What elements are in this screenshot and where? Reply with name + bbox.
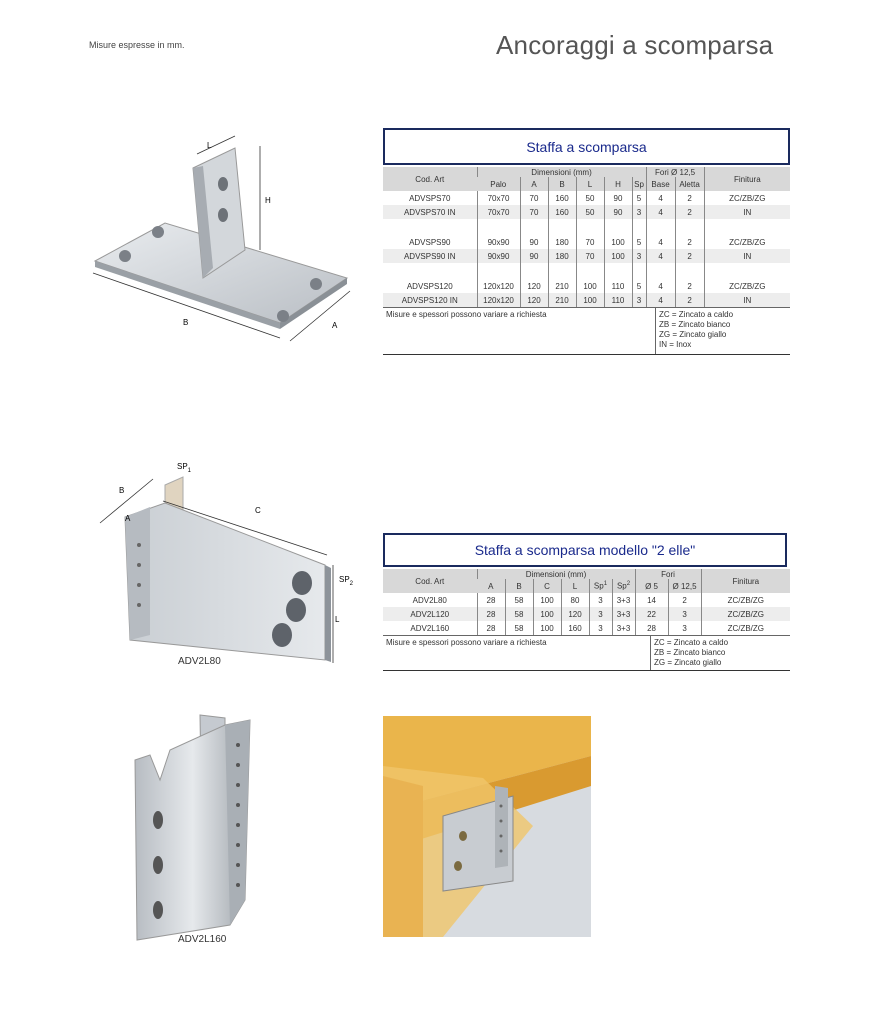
legend-line: ZC = Zincato a caldo xyxy=(654,638,729,647)
cell: 90 xyxy=(520,249,548,263)
cell: ADVSPS120 IN xyxy=(383,293,477,307)
table-2-note: Misure e spessori possono variare a richiesta xyxy=(386,638,547,647)
table-row xyxy=(383,607,790,621)
cell: ADV2L80 xyxy=(412,595,447,605)
dim-label-l: L xyxy=(207,141,212,150)
cell: 14 xyxy=(635,593,668,607)
col-header-dimensions: Dimensioni (mm) xyxy=(477,569,635,579)
cell: 5 xyxy=(632,235,646,249)
cell: 3+3 xyxy=(612,593,635,607)
cell: 90x90 xyxy=(477,249,520,263)
finish-legend-2 xyxy=(650,636,790,670)
cell: 90 xyxy=(520,235,548,249)
spec-table-2 xyxy=(383,533,790,671)
cell: ZC/ZB/ZG xyxy=(701,621,790,635)
dim-label-l: L xyxy=(335,615,340,624)
table-2-title: Staffa a scomparsa modello "2 elle" xyxy=(383,533,787,567)
cell: 28 xyxy=(477,607,505,621)
caption-adv2l160: ADV2L160 xyxy=(178,934,227,945)
cell: 4 xyxy=(646,293,675,307)
cell: 110 xyxy=(604,279,632,293)
cell: 120 xyxy=(561,607,589,621)
cell: 120 xyxy=(520,293,548,307)
cell: 28 xyxy=(477,593,505,607)
cell: 210 xyxy=(548,293,576,307)
cell: 2 xyxy=(675,235,704,249)
col-subheader: C xyxy=(533,579,561,593)
spec-table-1 xyxy=(383,128,790,355)
cell: ADV2L120 xyxy=(383,607,477,621)
bracket-photo-adv2l160 xyxy=(125,710,270,950)
cell: 100 xyxy=(576,279,604,293)
cell: 4 xyxy=(646,205,675,219)
bracket-diagram-2 xyxy=(95,455,365,685)
dim-label-a: A xyxy=(125,514,131,523)
dim-label-b: B xyxy=(119,486,125,495)
col-subheader: Aletta xyxy=(675,177,704,191)
cell: 100 xyxy=(604,235,632,249)
cell: IN xyxy=(704,293,790,307)
cell: 70 xyxy=(576,235,604,249)
cell: 3 xyxy=(589,607,612,621)
cell: 5 xyxy=(632,279,646,293)
cell: 70x70 xyxy=(477,205,520,219)
units-note: Misure espresse in mm. xyxy=(89,40,185,50)
cell: 160 xyxy=(548,191,576,205)
col-header-holes: Fori Ø 12,5 xyxy=(646,167,704,177)
cell: 2 xyxy=(675,279,704,293)
col-subheader: Sp xyxy=(632,177,646,191)
cell: 22 xyxy=(635,607,668,621)
cell: ADVSPS70 IN xyxy=(383,205,477,219)
cell: 3+3 xyxy=(612,607,635,621)
cell: 90 xyxy=(604,191,632,205)
dim-label-b: B xyxy=(183,318,189,327)
cell: 70 xyxy=(520,191,548,205)
col-subheader: Base xyxy=(646,177,675,191)
cell: 160 xyxy=(548,205,576,219)
table-row xyxy=(383,279,790,293)
col-subheader: B xyxy=(505,579,533,593)
table-row xyxy=(383,621,790,635)
cell: ZC/ZB/ZG xyxy=(701,593,790,607)
legend-line: ZC = Zincato a caldo xyxy=(659,310,734,319)
cell: 100 xyxy=(533,593,561,607)
cell: 100 xyxy=(533,621,561,635)
legend-line: ZB = Zincato bianco xyxy=(659,320,731,329)
cell: ADV2L160 xyxy=(410,623,450,633)
application-illustration xyxy=(383,716,591,937)
cell: 210 xyxy=(548,279,576,293)
cell: 120x120 xyxy=(477,279,520,293)
table-row xyxy=(383,249,790,263)
cell: 3+3 xyxy=(612,621,635,635)
cell: 70 xyxy=(576,249,604,263)
col-header-code: Cod. Art xyxy=(383,167,477,191)
cell: 4 xyxy=(646,279,675,293)
table-1-title: Staffa a scomparsa xyxy=(383,128,790,165)
cell: 80 xyxy=(561,593,589,607)
cell: 160 xyxy=(561,621,589,635)
cell: 3 xyxy=(589,593,612,607)
col-subheader: L xyxy=(576,177,604,191)
cell: 58 xyxy=(505,593,533,607)
cell: 3 xyxy=(632,205,646,219)
dim-label-c: C xyxy=(255,506,261,515)
col-subheader: A xyxy=(520,177,548,191)
finish-legend-1 xyxy=(655,308,790,354)
cell: 100 xyxy=(576,293,604,307)
cell: 3 xyxy=(589,621,612,635)
cell: 28 xyxy=(477,621,505,635)
cell: 28 xyxy=(635,621,668,635)
cell: 180 xyxy=(548,249,576,263)
cell: 4 xyxy=(646,235,675,249)
caption-adv2l80: ADV2L80 xyxy=(178,656,221,667)
dim-label-h: H xyxy=(265,196,271,205)
cell: IN xyxy=(704,249,790,263)
col-header-finish: Finitura xyxy=(704,167,790,191)
cell: 120 xyxy=(520,279,548,293)
col-subheader: B xyxy=(548,177,576,191)
cell: 70 xyxy=(520,205,548,219)
table-row xyxy=(383,205,790,219)
legend-line: IN = Inox xyxy=(659,340,692,349)
table-row xyxy=(383,191,790,205)
cell: 4 xyxy=(646,249,675,263)
cell: 2 xyxy=(675,293,704,307)
table-row xyxy=(383,593,790,607)
cell: 90 xyxy=(604,205,632,219)
cell: 2 xyxy=(675,205,704,219)
dim-label-sp2: $SP_2$ xyxy=(339,575,354,587)
col-header-holes: Fori xyxy=(635,569,701,579)
cell: ADVSPS120 xyxy=(406,281,453,291)
col-subheader: Sp$^1$ xyxy=(589,579,612,593)
col-subheader: Sp$^2$ xyxy=(612,579,635,593)
col-subheader: L xyxy=(561,579,589,593)
dim-label-a: A xyxy=(332,321,338,330)
bracket-diagram-1 xyxy=(85,128,365,348)
cell: 5 xyxy=(632,191,646,205)
legend-line: ZB = Zincato bianco xyxy=(654,648,726,657)
col-subheader: Ø 12,5 xyxy=(668,579,701,593)
legend-line: ZG = Zincato giallo xyxy=(659,330,727,339)
cell: 3 xyxy=(668,621,701,635)
cell: ADVSPS70 xyxy=(409,193,451,203)
cell: 120x120 xyxy=(477,293,520,307)
cell: ADVSPS90 xyxy=(409,237,451,247)
table-1-note: Misure e spessori possono variare a richiesta xyxy=(386,310,547,319)
cell: 100 xyxy=(604,249,632,263)
col-header-dimensions: Dimensioni (mm) xyxy=(477,167,646,177)
cell: ADVSPS90 IN xyxy=(383,249,477,263)
cell: ZC/ZB/ZG xyxy=(704,279,790,293)
cell: 90x90 xyxy=(477,235,520,249)
cell: 3 xyxy=(632,249,646,263)
cell: ZC/ZB/ZG xyxy=(704,191,790,205)
table-row xyxy=(383,235,790,249)
col-subheader: H xyxy=(604,177,632,191)
cell: 2 xyxy=(668,593,701,607)
table-row xyxy=(383,293,790,307)
cell: 70x70 xyxy=(477,191,520,205)
col-subheader: A xyxy=(477,579,505,593)
cell: ZC/ZB/ZG xyxy=(701,607,790,621)
col-header-finish: Finitura xyxy=(701,569,790,593)
legend-line: ZG = Zincato giallo xyxy=(654,658,722,667)
col-header-code: Cod. Art xyxy=(383,569,477,593)
cell: 3 xyxy=(668,607,701,621)
cell: 50 xyxy=(576,191,604,205)
cell: 100 xyxy=(533,607,561,621)
cell: 180 xyxy=(548,235,576,249)
cell: 58 xyxy=(505,607,533,621)
col-subheader: Palo xyxy=(477,177,520,191)
page-title: Ancoraggi a scomparsa xyxy=(496,30,774,60)
cell: 4 xyxy=(646,191,675,205)
cell: 2 xyxy=(675,249,704,263)
cell: ZC/ZB/ZG xyxy=(704,235,790,249)
cell: 50 xyxy=(576,205,604,219)
cell: IN xyxy=(704,205,790,219)
cell: 2 xyxy=(675,191,704,205)
cell: 58 xyxy=(505,621,533,635)
col-subheader: Ø 5 xyxy=(635,579,668,593)
dim-label-sp1: $SP_1$ xyxy=(177,462,192,474)
cell: 110 xyxy=(604,293,632,307)
cell: 3 xyxy=(632,293,646,307)
